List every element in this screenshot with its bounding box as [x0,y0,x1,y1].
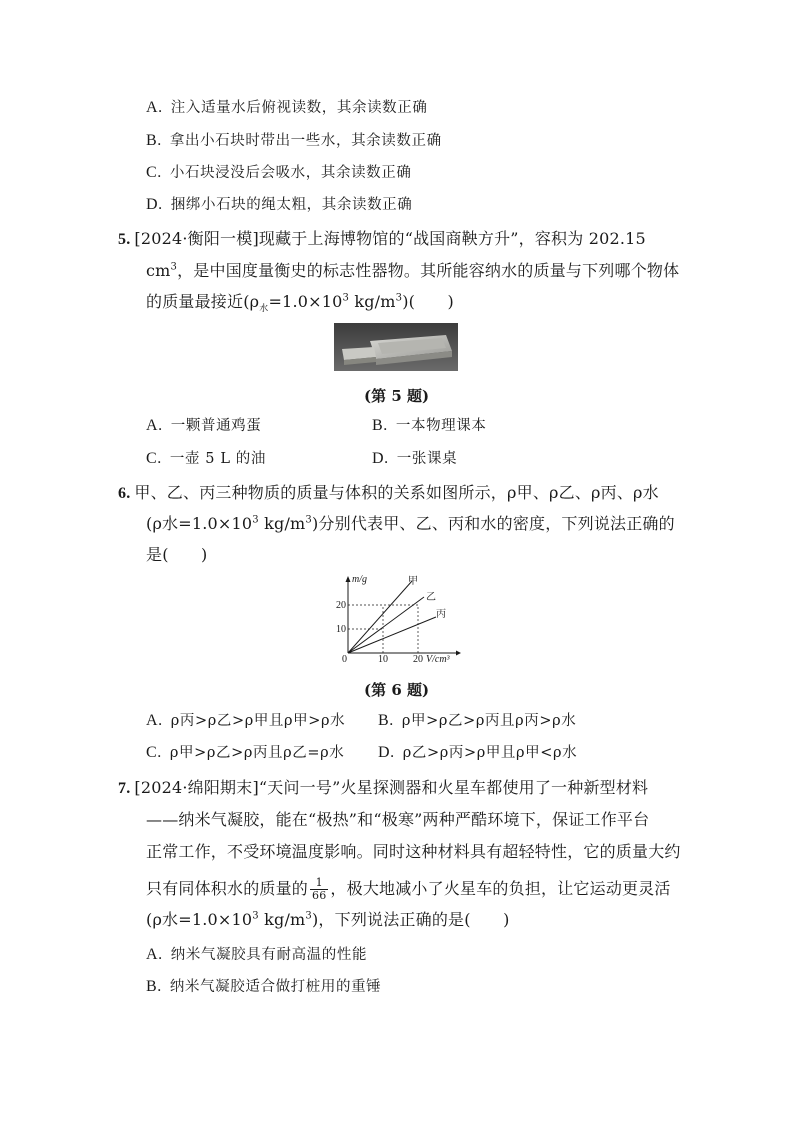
line-jia [348,581,412,653]
q6-option-a: A. ρ丙>ρ乙>ρ甲且ρ甲>ρ水 [146,712,346,729]
q6-figure-caption: (第 6 题) [364,681,430,699]
q5-stem-line2: $cm^3$，是中国度量衡史的标志性器物。其所能容纳水的质量与下列哪个物体 [146,261,680,280]
q6-stem-line3: 是( ) [146,545,208,564]
q4-option-b: B. 拿出小石块时带出一些水，其余读数正确 [146,132,442,149]
q4-option-c: C. 小石块浸没后会吸水，其余读数正确 [146,164,412,181]
q5-stem-line3: 的质量最接近($\rho_水=1.0\times 10^3$ $kg/m^3$)( ) [146,292,454,315]
line-bing [348,617,436,653]
q6-stem-line1: 6. 甲、乙、丙三种物质的质量与体积的关系如图所示，ρ甲、ρ乙、ρ丙、ρ水 [118,483,659,502]
q7-stem-line5: (ρ水$=1.0\times 10^3$ $kg/m^3$)，下列说法正确的是( ) [146,910,510,929]
x-tick-10: 10 [378,654,388,665]
q7-option-a: A. 纳米气凝胶具有耐高温的性能 [146,946,368,963]
q6-option-d: D. ρ乙>ρ丙>ρ甲且ρ甲<ρ水 [378,744,578,761]
y-axis-arrow [346,576,351,582]
mass-volume-graph [328,573,464,665]
x-axis-label: V/cm³ [426,654,450,665]
q7-option-b: B. 纳米气凝胶适合做打桩用的重锤 [146,978,382,995]
q6-stem-line2: (ρ水$=1.0\times 10^3$ $kg/m^3$)分别代表甲、乙、丙和水的密度，下列说法正确的 [146,514,675,533]
q5-figure-caption: (第 5 题) [364,387,430,405]
q6-option-c: C. ρ甲>ρ乙>ρ丙且ρ乙=ρ水 [146,744,345,761]
series-label-bing: 丙 [436,609,446,620]
line-yi [348,597,424,653]
q5-stem-line1: 5. [2024·衡阳一模]现藏于上海博物馆的“战国商鞅方升”，容积为 202.15 [118,229,646,248]
fraction-one-sixty-sixth: $\frac{1}{66}$ [312,876,327,902]
y-tick-10: 10 [336,624,346,635]
series-label-jia: 甲 [408,576,418,587]
x-tick-20: 20 [413,654,423,665]
y-axis-label: m/g [352,574,367,585]
q7-stem-line1: 7. [2024·绵阳期末]“天问一号”火星探测器和火星车都使用了一种新型材料 [118,778,649,797]
series-label-yi: 乙 [426,592,436,603]
q7-stem-line3: 正常工作，不受环境温度影响。同时这种材料具有超轻特性，它的质量大约 [146,842,681,861]
shang-yang-measure-photo [334,323,458,371]
q7-stem-line2: ——纳米气凝胶，能在“极热”和“极寒”两种严酷环境下，保证工作平台 [146,810,650,829]
q5-option-a: A. 一颗普通鸡蛋 [146,417,262,434]
origin-label: 0 [342,654,347,665]
q6-option-b: B. ρ甲>ρ乙>ρ丙且ρ丙>ρ水 [378,712,577,729]
q4-option-a: A. 注入适量水后俯视读数，其余读数正确 [146,99,428,116]
q5-option-d: D. 一张课桌 [372,450,458,467]
q4-option-d: D. 捆绑小石块的绳太粗，其余读数正确 [146,196,413,213]
y-tick-20: 20 [336,600,346,611]
q7-stem-line4: 只有同体积水的质量的 $\frac{1}{66}$ ，极大地减小了火星车的负担，让它运动更灵活 [146,876,671,902]
q5-option-c: C. 一壶 5 L 的油 [146,450,266,467]
q5-option-b: B. 一本物理课本 [372,417,487,434]
x-axis-arrow [456,651,461,656]
